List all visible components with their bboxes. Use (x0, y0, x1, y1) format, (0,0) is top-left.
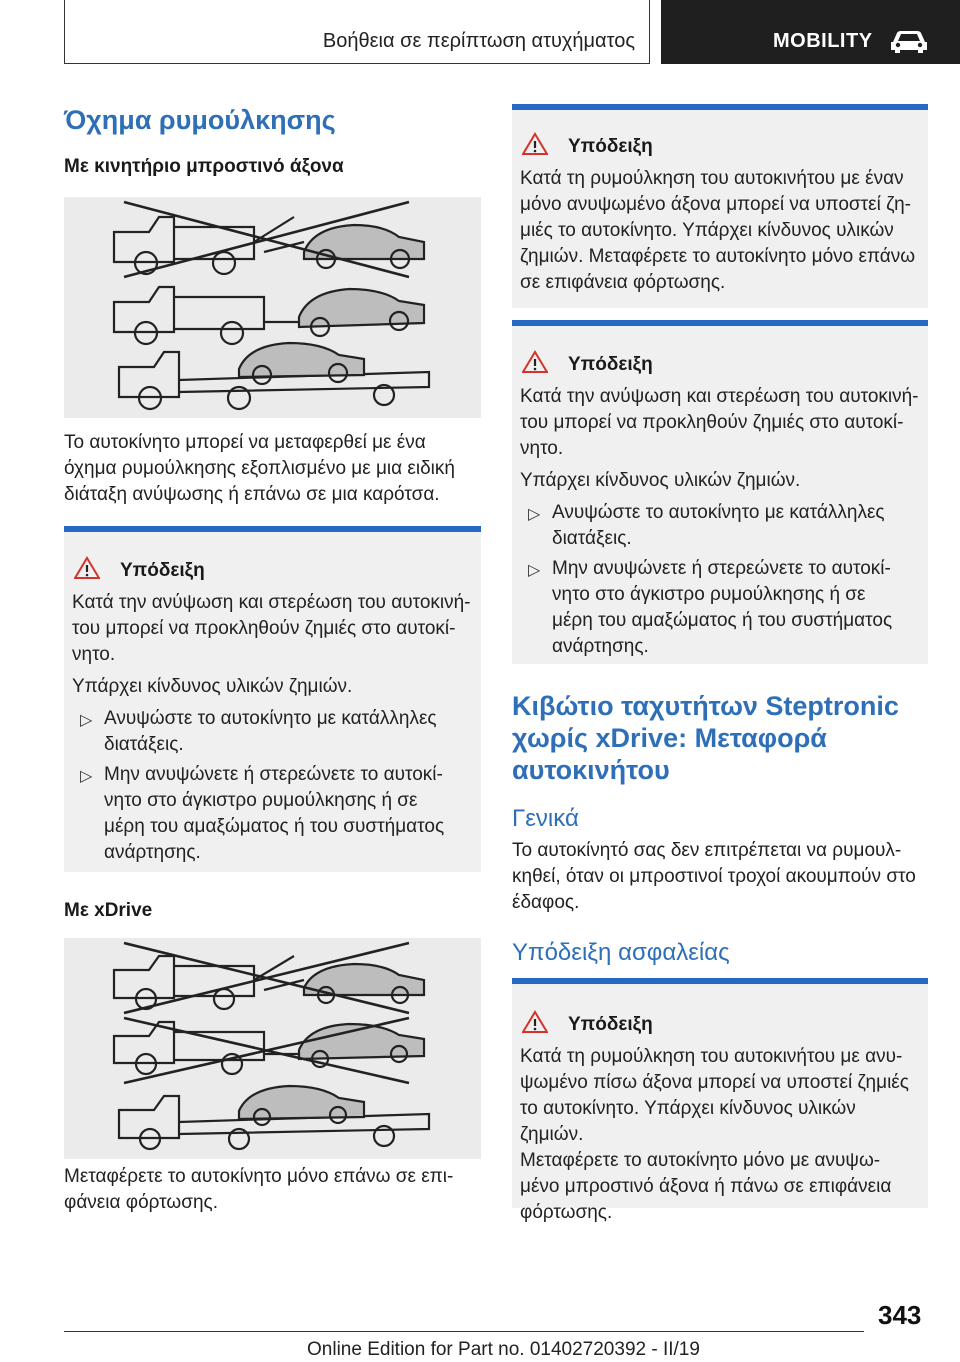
note-title: Υπόδειξη (568, 354, 653, 375)
text-line: Μεταφέρετε το αυτοκίνητο μόνο επάνω σε επι- (64, 1166, 454, 1187)
text-line: διατάξεις. (104, 734, 184, 755)
note-risk-text: Υπάρχει κίνδυνος υλικών ζημιών. (72, 676, 353, 697)
text-line: του μπορεί να προκληθούν ζημιές στο αυτοκί- (520, 412, 904, 433)
bullet-text (104, 762, 473, 866)
text-line: φόρτωσης. (520, 1202, 613, 1223)
heading-line: αυτοκινήτου (512, 755, 670, 785)
note-text (520, 1044, 922, 1226)
note-text (520, 166, 922, 296)
text-line: ζημιών. Μεταφέρετε το αυτοκίνητο μόνο επάνω (520, 246, 916, 267)
text-line: διάταξη ανύψωσης ή επάνω σε μια καρότσα. (64, 484, 440, 505)
note-text (520, 384, 922, 462)
text-line: διατάξεις. (552, 528, 632, 549)
text-line: μιές το αυτοκίνητο. Υπάρχει κίνδυνος υλικών (520, 220, 894, 241)
warning-triangle-icon (522, 132, 548, 156)
text-line: ανάρτησης. (104, 842, 201, 863)
text-line: σε επιφάνεια φόρτωσης. (520, 272, 726, 293)
tow-trucks-drawing (64, 938, 481, 1159)
text-line: μέρη του αμαξώματος ή του συστήματος (552, 610, 893, 631)
bullet-text (104, 706, 473, 758)
text-line: Κατά την ανύψωση και στερέωση του αυτοκινή- (520, 386, 919, 407)
warning-triangle-icon (522, 350, 548, 374)
text-line: Κατά τη ρυμούλκηση του αυτοκινήτου με έναν (520, 168, 904, 189)
note-title: Υπόδειξη (568, 136, 653, 157)
footer-divider (64, 1331, 864, 1332)
bullet-text (552, 500, 920, 552)
text-line: μόνο ανυψωμένο άξονα μπορεί να υποστεί ζη- (520, 194, 912, 215)
heading-tow-vehicle: Όχημα ρυμούλκησης (64, 105, 336, 135)
text-line: νητο στο άγκιστρο ρυμούλκησης ή σε (104, 790, 418, 811)
heading-steptronic (512, 690, 928, 786)
text-line: του μπορεί να προκληθούν ζημιές στο αυτοκί- (72, 618, 456, 639)
text-line: κηθεί, όταν οι μπροστινοί τροχοί ακουμπούν στο (512, 866, 916, 887)
section-title: Βοήθεια σε περίπτωση ατυχήματος (322, 30, 635, 52)
text-line: Κατά την ανύψωση και στερέωση του αυτοκινή- (72, 592, 471, 613)
right-column (512, 0, 928, 1300)
text-line: έδαφος. (512, 892, 580, 913)
bullet-marker: ▷ (528, 506, 541, 523)
warning-triangle-icon (74, 556, 100, 580)
bullet-marker: ▷ (528, 562, 541, 579)
page-number: 343 (878, 1300, 922, 1330)
text-line: ψωμένο πίσω άξονα μπορεί να υποστεί ζημιές (520, 1072, 909, 1093)
bullet-marker: ▷ (80, 712, 93, 729)
bullet-marker: ▷ (80, 768, 93, 785)
chapter-title: MOBILITY (773, 30, 873, 52)
text-line: όχημα ρυμούλκησης εξοπλισμένο με μια ειδική (64, 458, 455, 479)
note-box-rear-axle (512, 978, 928, 1223)
text-line: νητο. (72, 644, 116, 665)
text-line: Ανυψώστε το αυτοκίνητο με κατάλληλες (104, 708, 437, 729)
text-line: ανάρτησης. (552, 636, 649, 657)
paragraph-transport (64, 430, 481, 508)
text-line: νητο στο άγκιστρο ρυμούλκησης ή σε (552, 584, 866, 605)
footer-edition: Online Edition for Part no. 01402720392 - II/19 (307, 1339, 700, 1360)
note-title: Υπόδειξη (120, 560, 205, 581)
left-column (64, 0, 481, 1300)
subheading-front-drive: Με κινητήριο μπροστινό άξονα (64, 156, 344, 177)
paragraph-general (512, 838, 928, 916)
text-line: μέρη του αμαξώματος ή του συστήματος (104, 816, 445, 837)
note-box-lifting-2 (512, 320, 928, 664)
text-line: το αυτοκίνητο. Υπάρχει κίνδυνος υλικών ζημιών. (520, 1098, 856, 1145)
towing-illustration-xdrive (64, 938, 481, 1159)
paragraph-xdrive (64, 1164, 481, 1216)
towing-illustration-front-drive (64, 197, 481, 418)
note-risk-text: Υπάρχει κίνδυνος υλικών ζημιών. (520, 470, 801, 491)
note-box-lifting (64, 526, 481, 872)
note-box-single-axle (512, 104, 928, 308)
subheading-xdrive: Με xDrive (64, 900, 153, 921)
text-line: Το αυτοκίνητό σας δεν επιτρέπεται να ρυμουλ- (512, 840, 902, 861)
text-line: Μην ανυψώνετε ή στερεώνετε το αυτοκί- (104, 764, 443, 785)
warning-triangle-icon (522, 1010, 548, 1034)
text-line: φάνεια φόρτωσης. (64, 1192, 218, 1213)
bullet-text (552, 556, 920, 660)
text-line: νητο. (520, 438, 564, 459)
note-title: Υπόδειξη (568, 1014, 653, 1035)
text-line: μένο μπροστινό άξονα ή πάνω σε επιφάνεια (520, 1176, 892, 1197)
heading-line: χωρίς xDrive: Μεταφορά (512, 723, 827, 753)
subheading-safety: Υπόδειξη ασφαλείας (512, 939, 730, 966)
note-text (72, 590, 475, 668)
tow-trucks-drawing (64, 197, 481, 418)
text-line: Το αυτοκίνητο μπορεί να μεταφερθεί με ένα (64, 432, 426, 453)
text-line: Μεταφέρετε το αυτοκίνητο μόνο με ανυψω- (520, 1150, 881, 1171)
text-line: Μην ανυψώνετε ή στερεώνετε το αυτοκί- (552, 558, 891, 579)
heading-line: Κιβώτιο ταχυτήτων Steptronic (512, 691, 899, 721)
text-line: Ανυψώστε το αυτοκίνητο με κατάλληλες (552, 502, 885, 523)
subheading-general: Γενικά (512, 805, 579, 832)
text-line: Κατά τη ρυμούλκηση του αυτοκινήτου με ανυ- (520, 1046, 903, 1067)
